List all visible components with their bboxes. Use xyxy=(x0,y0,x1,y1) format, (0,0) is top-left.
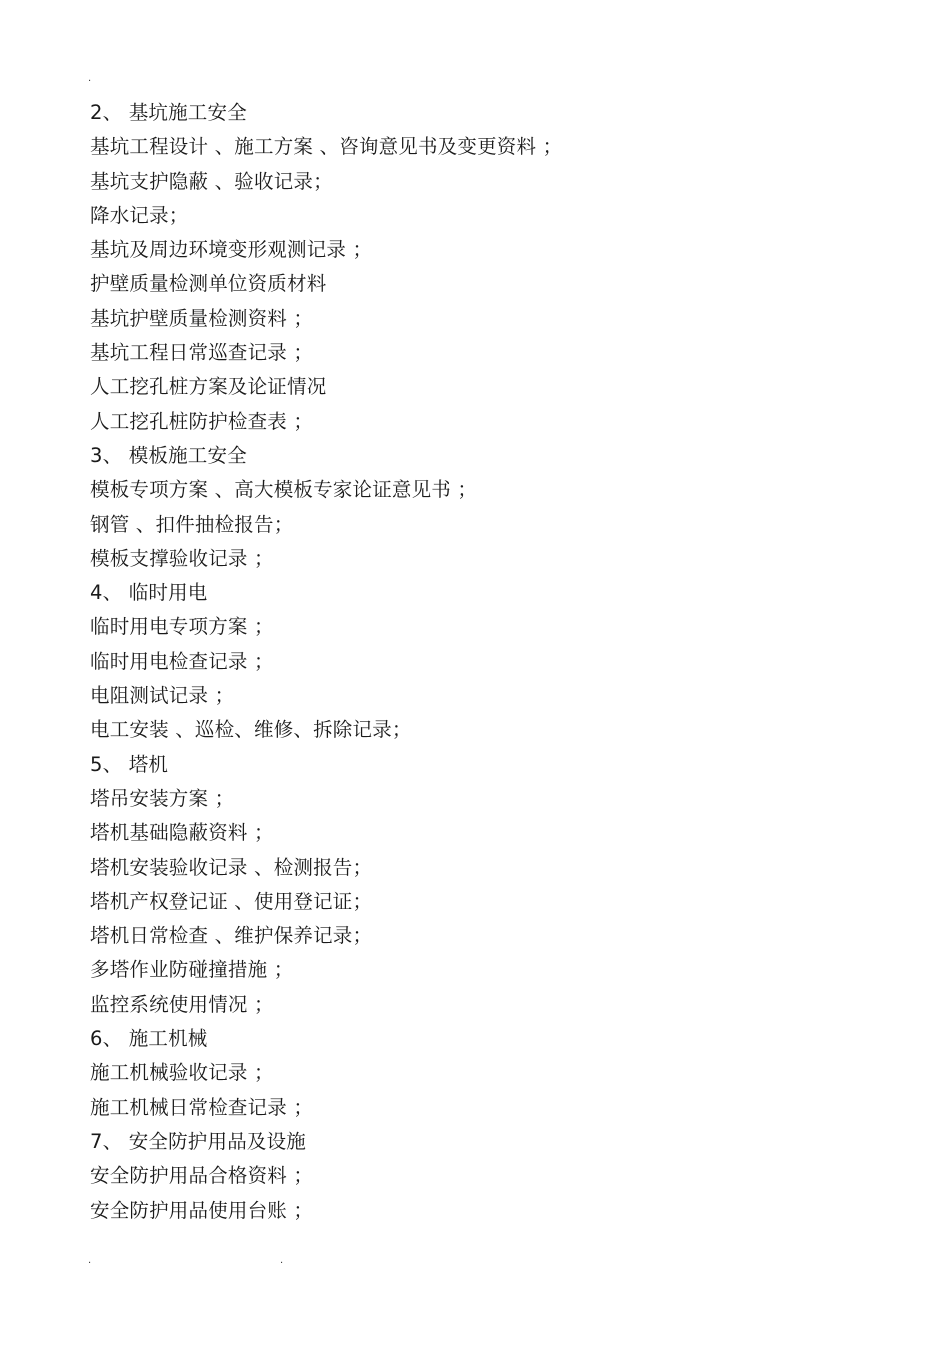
list-item: 人工挖孔桩防护检查表 ； xyxy=(90,409,314,433)
list-item: 人工挖孔桩方案及论证情况 xyxy=(90,375,327,399)
page-mark-top: . xyxy=(88,73,92,84)
document-body xyxy=(90,96,562,1228)
list-item: 安全防护用品使用台账 ； xyxy=(90,1198,314,1222)
list-item: 护壁质量检测单位资质材料 xyxy=(90,272,327,296)
list-item: 多塔作业防碰撞措施 ； xyxy=(90,958,294,982)
list-item: 塔机安装验收记录 、检测报告； xyxy=(90,855,373,879)
page-mark-bottom-right: . xyxy=(280,1255,284,1266)
list-item: 监控系统使用情况 ； xyxy=(90,992,274,1016)
list-item: 施工机械验收记录 ； xyxy=(90,1061,274,1085)
section-heading: 2、 基坑施工安全 xyxy=(90,101,247,124)
section-heading: 6、 施工机械 xyxy=(90,1027,208,1051)
list-item: 基坑及周边环境变形观测记录 ； xyxy=(90,238,373,262)
list-item: 塔机日常检查 、维护保养记录； xyxy=(90,924,373,948)
list-item: 模板支撑验收记录 ； xyxy=(90,546,274,570)
list-item: 基坑工程设计 、施工方案 、咨询意见书及变更资料 ； xyxy=(90,135,563,159)
list-item: 电阻测试记录 ； xyxy=(90,684,235,708)
list-item: 塔机基础隐蔽资料 ； xyxy=(90,821,274,845)
list-item: 塔机产权登记证 、使用登记证； xyxy=(90,889,373,913)
list-item: 塔吊安装方案 ； xyxy=(90,786,235,810)
section-heading: 3、 模板施工安全 xyxy=(90,443,247,467)
section-heading: 5、 塔机 xyxy=(90,752,169,776)
list-item: 降水记录； xyxy=(90,203,189,227)
section-heading: 7、 安全防护用品及设施 xyxy=(90,1129,307,1153)
list-item: 钢管 、扣件抽检报告； xyxy=(90,512,294,536)
section-heading: 4、 临时用电 xyxy=(90,581,208,605)
list-item: 安全防护用品合格资料 ； xyxy=(90,1164,314,1188)
list-item: 施工机械日常检查记录 ； xyxy=(90,1095,314,1119)
page-mark-bottom-left: . xyxy=(88,1255,92,1266)
list-item: 临时用电检查记录 ； xyxy=(90,649,274,673)
list-item: 电工安装 、巡检、维修、拆除记录； xyxy=(90,718,412,742)
list-item: 基坑支护隐蔽 、验收记录； xyxy=(90,169,333,193)
list-item: 基坑护壁质量检测资料 ； xyxy=(90,306,314,330)
list-item: 基坑工程日常巡查记录 ； xyxy=(90,341,314,365)
list-item: 模板专项方案 、高大模板专家论证意见书 ； xyxy=(90,478,478,502)
list-item: 临时用电专项方案 ； xyxy=(90,615,274,639)
